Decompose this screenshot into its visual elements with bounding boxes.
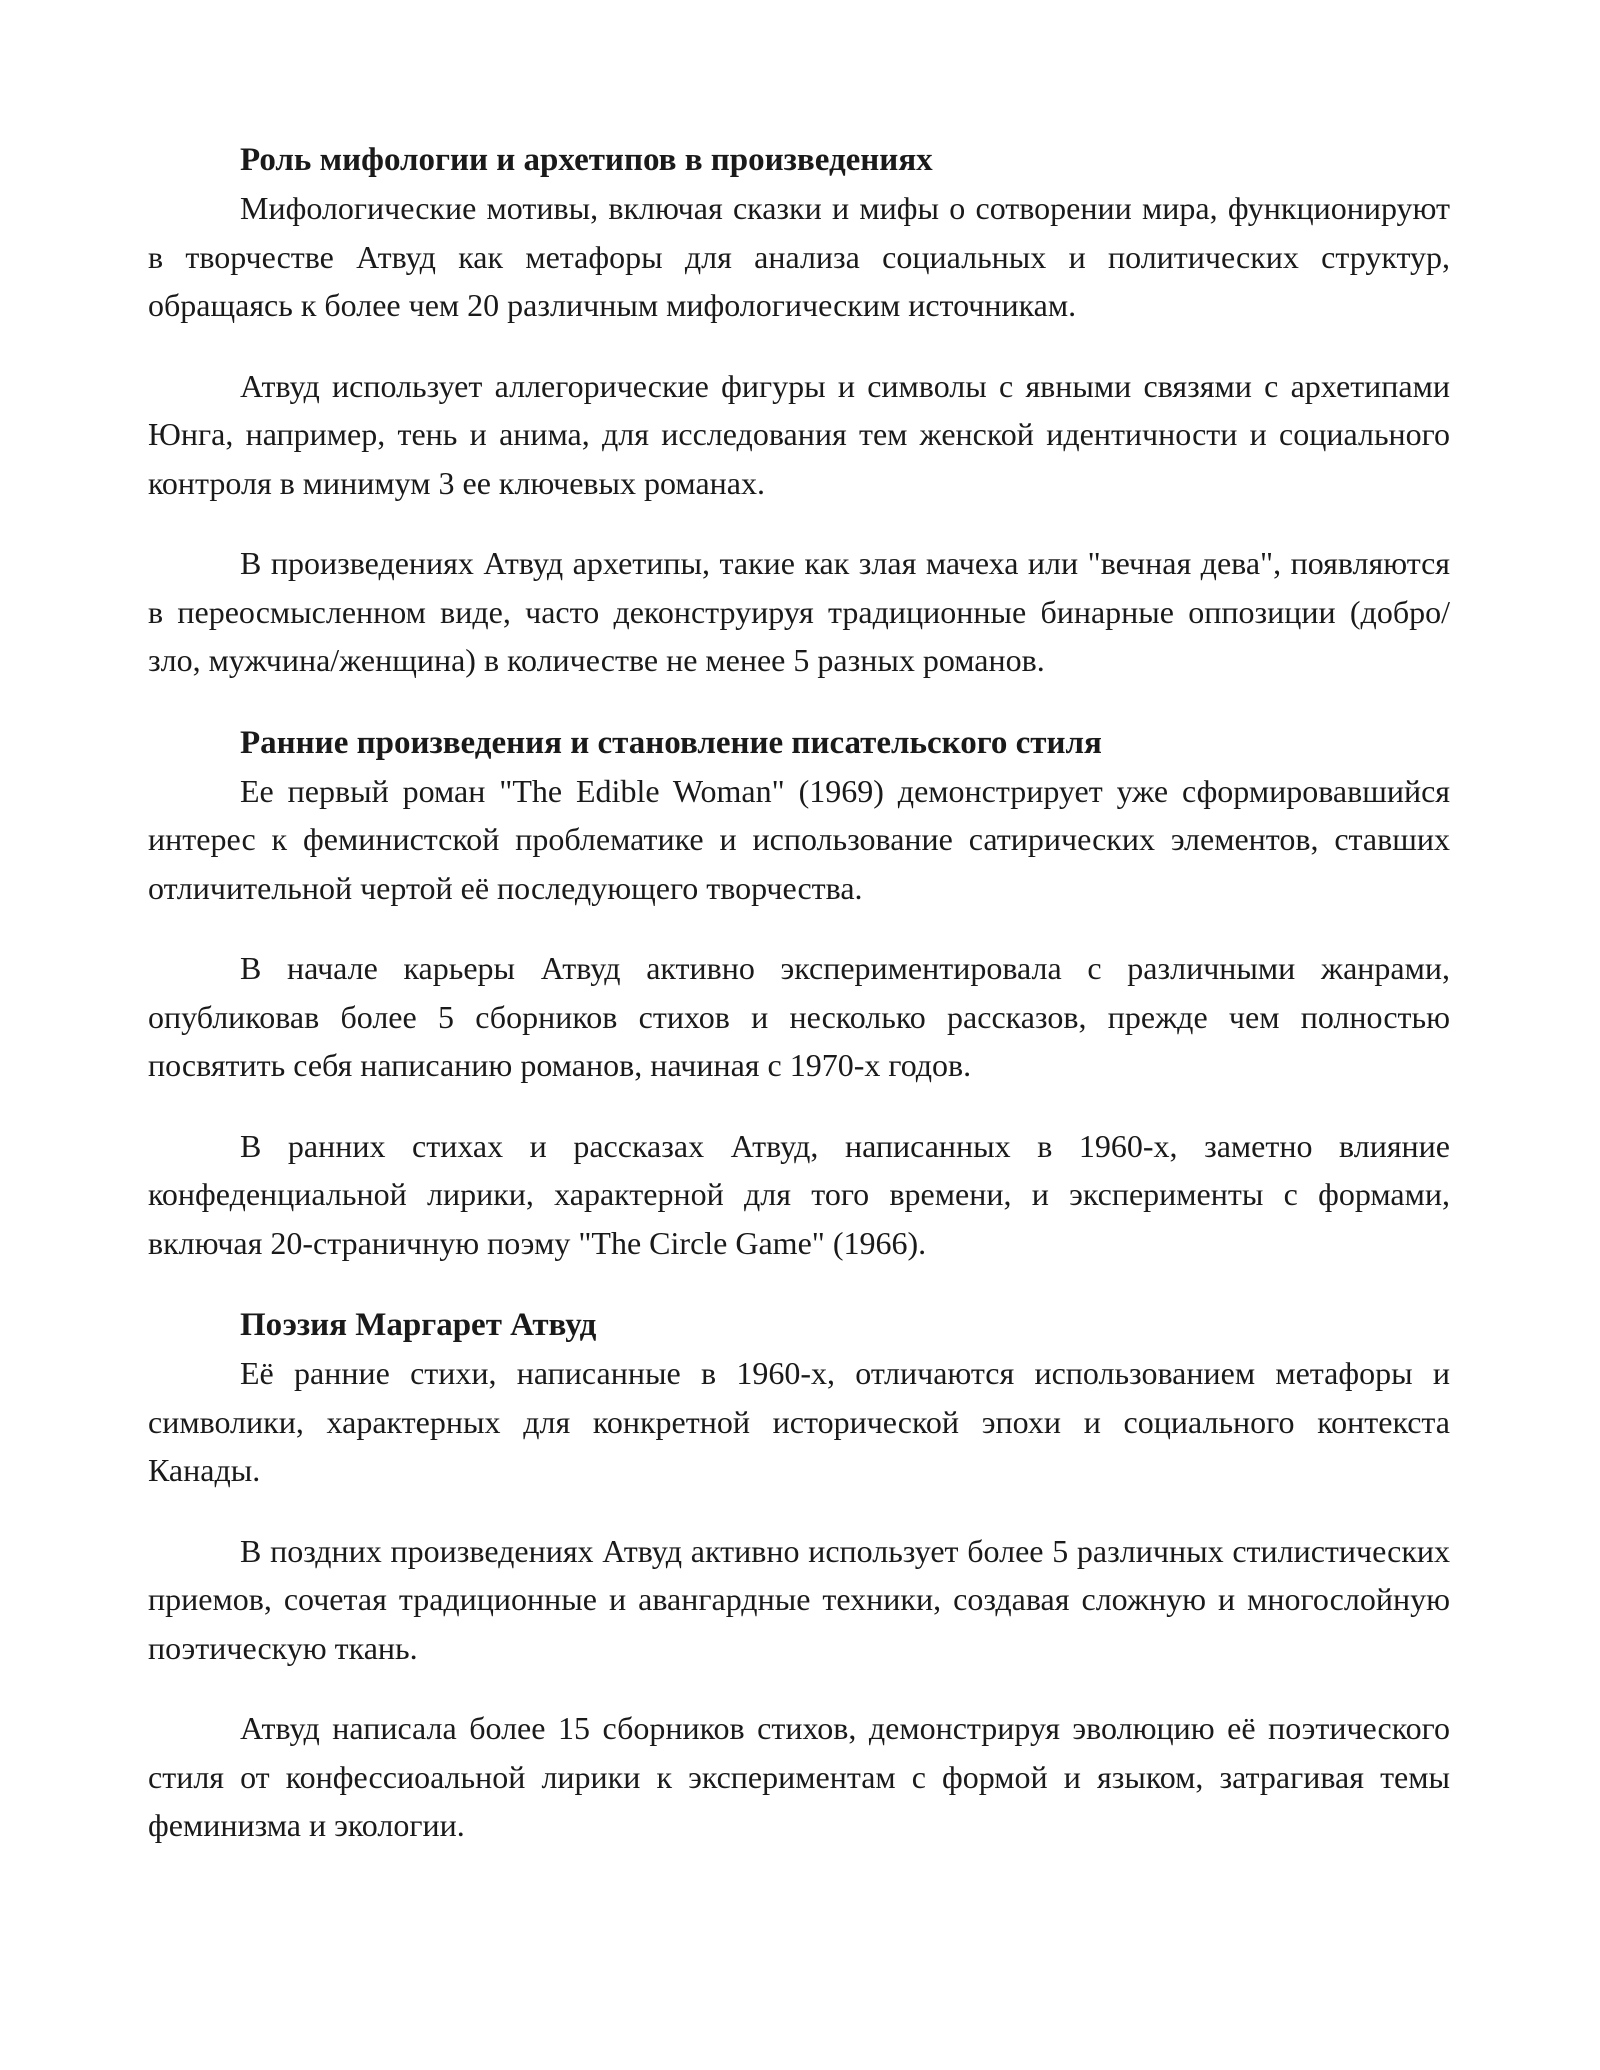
section-early-works — [148, 719, 1450, 1268]
paragraph: Её ранние стихи, написанные в 1960-х, отличаются использованием метафоры и символики, характерных для конкретной исторической эпохи и социального контекста Канады. — [148, 1355, 1450, 1488]
paragraph: В начале карьеры Атвуд активно экспериментировала с различными жанрами, опубликовав более 5 сборников стихов и несколько рассказов, прежде чем полностью посвятить себя написанию романов, начиная с 1970-х годов. — [148, 950, 1450, 1083]
section-poetry — [148, 1301, 1450, 1850]
paragraph: В произведениях Атвуд архетипы, такие как злая мачеха или "вечная дева", появляются в переосмысленном виде, часто деконструируя традиционные бинарные оппозиции (добро/зло, мужчина/женщина) в количестве не менее 5 разных романов. — [148, 545, 1450, 678]
paragraph: В поздних произведениях Атвуд активно использует более 5 различных стилистических приемов, сочетая традиционные и авангардные техники, создавая сложную и многослойную поэтическую ткань. — [148, 1532, 1450, 1666]
section-heading: Поэзия Маргарет Атвуд — [240, 1307, 597, 1343]
paragraph: Ее первый роман "The Edible Woman" (1969) демонстрирует уже сформировавшийся интерес к феминистской проблематике и использование сатирических элементов, ставших отличительной чертой её последующего творчества. — [148, 772, 1450, 906]
document-page — [148, 136, 1450, 1850]
section-heading: Роль мифологии и архетипов в произведениях — [240, 142, 933, 178]
paragraph: Атвуд использует аллегорические фигуры и символы с явными связями с архетипами Юнга, например, тень и анима, для исследования тем женской идентичности и социального контроля в минимум 3 ее ключевых романах. — [148, 367, 1450, 501]
section-mythology — [148, 136, 1450, 685]
paragraph: В ранних стихах и рассказах Атвуд, написанных в 1960-х, заметно влияние конфеденциальной лирики, характерной для того времени, и эксперименты с формами, включая 20-страничную поэму "The Circle Game" (1966). — [148, 1127, 1450, 1261]
section-heading: Ранние произведения и становление писательского стиля — [240, 724, 1102, 761]
paragraph: Мифологические мотивы, включая сказки и мифы о сотворении мира, функционируют в творчестве Атвуд как метафоры для анализа социальных и политических структур, обращаясь к более чем 20 различным мифологическим источникам. — [148, 190, 1450, 323]
paragraph: Атвуд написала более 15 сборников стихов, демонстрируя эволюцию её поэтического стиля от конфессиоальной лирики к экспериментам с формой и языком, затрагивая темы феминизма и экологии. — [148, 1710, 1450, 1843]
